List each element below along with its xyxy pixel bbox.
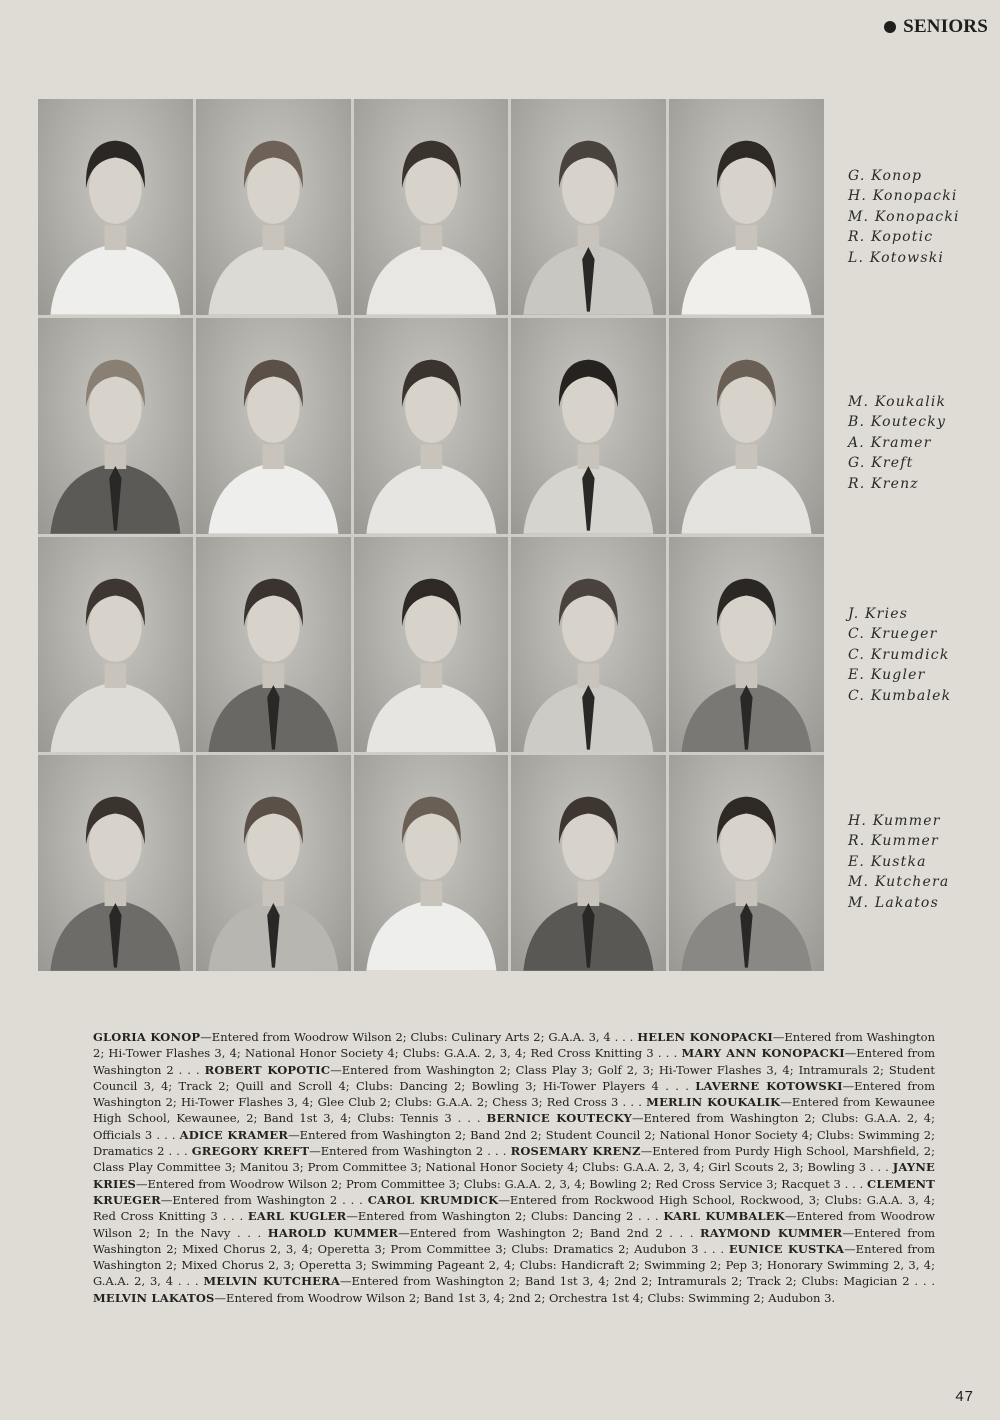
student-name: JAYNE KRIES [93,1160,935,1191]
student-name: LAVERNE KOTOWSKI [695,1078,843,1093]
portrait-figure [511,318,666,534]
portrait-figure [511,99,666,315]
portrait-photo [196,537,351,753]
student-activities: —Entered from Woodrow Wilson 2; Band 1st 3, 4; 2nd 2; Orchestra 1st 4; Clubs: Swimming 2; Audubon 3. [214,1290,836,1305]
portrait-figure [38,99,193,315]
biography-entry [248,1209,663,1223]
caption-name: E. Kustka [848,853,927,870]
student-name: MELVIN LAKATOS [93,1290,215,1305]
caption-name: C. Krueger [848,626,938,643]
student-name: HELEN KONOPACKI [637,1030,773,1044]
student-activities: —Entered from Washington 2 . . . [93,1046,935,1077]
student-name: MERLIN KOUKALIK [646,1095,781,1110]
student-activities: —Entered from Washington 2; Clubs: Dancing 2 . . . [346,1209,664,1224]
portrait-figure [511,537,666,753]
student-name: ROBERT KOPOTIC [204,1062,331,1077]
caption-name: L. Kotowski [848,249,945,266]
caption-name: M. Kutchera [848,874,950,891]
portrait-photo [38,537,193,753]
student-activities: —Entered from Washington 2; Mixed Chorus 2, 3, 4; Operetta 3; Prom Committee 3; Clubs: Dramatics 2; Audubon 3 . . . [93,1225,935,1256]
portrait-photo [669,537,824,753]
biography-entry [192,1144,511,1158]
caption-name: R. Kummer [848,833,939,850]
student-name: HAROLD KUMMER [267,1225,399,1240]
student-activities: —Entered from Washington 2; Band 2nd 2; Student Council 2; National Honor Society 4; Clubs: Swimming 2; Dramatics 2 . . . [93,1127,935,1159]
student-activities: —Entered from Washington 2; Clubs: G.A.A. 2, 4; Officials 3 . . . [93,1111,935,1142]
portrait-figure [196,755,351,971]
student-name: KARL KUMBALEK [663,1209,785,1224]
student-name: EUNICE KUSTKA [728,1241,845,1256]
portrait-photo [38,99,193,315]
caption-name: G. Kreft [848,455,914,472]
caption-name: M. Koukalik [848,394,947,410]
biography-entry [93,1030,637,1044]
portrait-figure [511,755,666,971]
portrait-photo [354,99,509,315]
caption-name: H. Konopacki [848,188,958,205]
student-activities: —Entered from Kewaunee High School, Kewaunee, 2; Band 1st 3, 4; Clubs: Tennis 3 . . . [93,1095,935,1126]
student-activities: —Entered from Washington 2 . . . [309,1144,511,1159]
student-activities: —Entered from Washington 2; Hi-Tower Flashes 3, 4; Glee Club 2; Clubs: G.A.A. 2; Chess 3; Red Cross 3 . . . [93,1078,935,1110]
caption-name: J. Kries [848,606,909,622]
caption-name: B. Koutecky [848,414,947,431]
section-header [884,16,988,38]
portrait-grid [38,99,824,971]
portrait-photo [354,537,509,753]
portrait-photo [669,99,824,315]
student-name: CLEMENT KRUEGER [93,1176,935,1207]
portrait-photo [38,318,193,534]
portrait-figure [38,755,193,971]
caption-name: C. Krumdick [848,646,950,663]
student-activities: —Entered from Washington 2; Band 1st 3, 4; 2nd 2; Intramurals 2; Track 2; Clubs: Magician 2 . . . [340,1274,935,1289]
caption-group [848,604,998,706]
portrait-photo [38,755,193,971]
caption-name: R. Krenz [848,475,919,492]
student-activities: —Entered from Washington 2; Hi-Tower Flashes 3, 4; National Honor Society 4; Clubs: G.A.A. 2, 3, 4; Red Cross Knitting 3 . . . [93,1030,936,1061]
portrait-figure [354,99,509,315]
student-name: ADICE KRAMER [179,1127,289,1142]
student-name: GREGORY KREFT [191,1144,310,1159]
portrait-figure [38,318,193,534]
student-name: MARY ANN KONOPACKI [681,1046,845,1061]
student-activities: —Entered from Purdy High School, Marshfield, 2; Class Play Committee 3; Manitou 3; Prom Committee 3; National Honor Society 4; Clubs: G.A.A. 2, 3, 4; Girl Scouts 2, 3; Bowling 3 . . . [93,1144,935,1175]
student-name: GLORIA KONOP [93,1030,201,1044]
portrait-photo [669,318,824,534]
portrait-figure [354,755,509,971]
page-number: 47 [955,1388,974,1405]
portrait-figure [196,99,351,315]
biography-text [93,1029,935,1306]
portrait-photo [196,755,351,971]
biography-entry [268,1226,700,1240]
student-activities: —Entered from Woodrow Wilson 2; Prom Committee 3; Clubs: G.A.A. 2, 3, 4; Bowling 2; Red Cross Service 3; Racquet 3 . . . [136,1176,868,1191]
portrait-photo [196,318,351,534]
caption-group [848,811,998,913]
student-name: CAROL KRUMDICK [367,1192,499,1207]
student-activities: —Entered from Washington 2 . . . [160,1192,368,1207]
caption-group [848,166,998,268]
portrait-figure [669,318,824,534]
portrait-figure [196,318,351,534]
caption-name: R. Kopotic [848,229,934,246]
student-name: MELVIN KUTCHERA [203,1274,341,1289]
caption-name: G. Konop [848,168,923,184]
caption-name: M. Lakatos [848,894,939,911]
student-name: RAYMOND KUMMER [699,1225,843,1240]
portrait-figure [354,537,509,753]
student-name: EARL KUGLER [247,1209,347,1224]
student-activities: —Entered from Washington 2; Class Play 3; Golf 2, 3; Hi-Tower Flashes 3, 4; Intramurals 2; Student Council 3, 4; Track 2; Quill and Scroll 4; Clubs: Dancing 2; Bowling 3; Hi-Tower Players 4 . . . [93,1062,935,1093]
portrait-figure [669,537,824,753]
caption-name: E. Kugler [848,667,926,684]
portrait-photo [511,318,666,534]
portrait-photo [354,318,509,534]
portrait-figure [669,755,824,971]
portrait-photo [511,537,666,753]
caption-group [848,392,998,494]
caption-name: H. Kummer [848,813,941,829]
caption-name: M. Konopacki [848,208,960,225]
bullet-icon [884,21,896,33]
portrait-figure [196,537,351,753]
student-activities: —Entered from Woodrow Wilson 2; Clubs: Culinary Arts 2; G.A.A. 3, 4 . . . [200,1030,638,1044]
portrait-figure [38,537,193,753]
caption-name: A. Kramer [848,434,932,451]
caption-name: C. Kumbalek [848,687,952,704]
student-activities: —Entered from Woodrow Wilson 2; In the Navy . . . [93,1209,935,1240]
portrait-photo [511,755,666,971]
biography-entry [93,1291,835,1305]
student-name: BERNICE KOUTECKY [486,1111,633,1126]
student-name: ROSEMARY KRENZ [510,1144,641,1159]
biography-entry [203,1274,935,1288]
student-activities: —Entered from Rockwood High School, Rockwood, 3; Clubs: G.A.A. 3, 4; Red Cross Knitting 3 . . . [93,1192,936,1224]
portrait-figure [354,318,509,534]
student-activities: —Entered from Washington 2; Mixed Chorus 2, 3; Operetta 3; Swimming Pageant 2, 4; Clubs: Handicraft 2; Swimming 2; Pep 3; Honorary Swimming 2, 3, 4; G.A.A. 2, 3, 4 . . . [93,1241,935,1289]
section-title: SENIORS [903,16,988,37]
student-activities: —Entered from Washington 2; Band 2nd 2 . . . [398,1225,700,1240]
portrait-photo [511,99,666,315]
portrait-photo [669,755,824,971]
portrait-photo [196,99,351,315]
portrait-figure [669,99,824,315]
portrait-photo [354,755,509,971]
